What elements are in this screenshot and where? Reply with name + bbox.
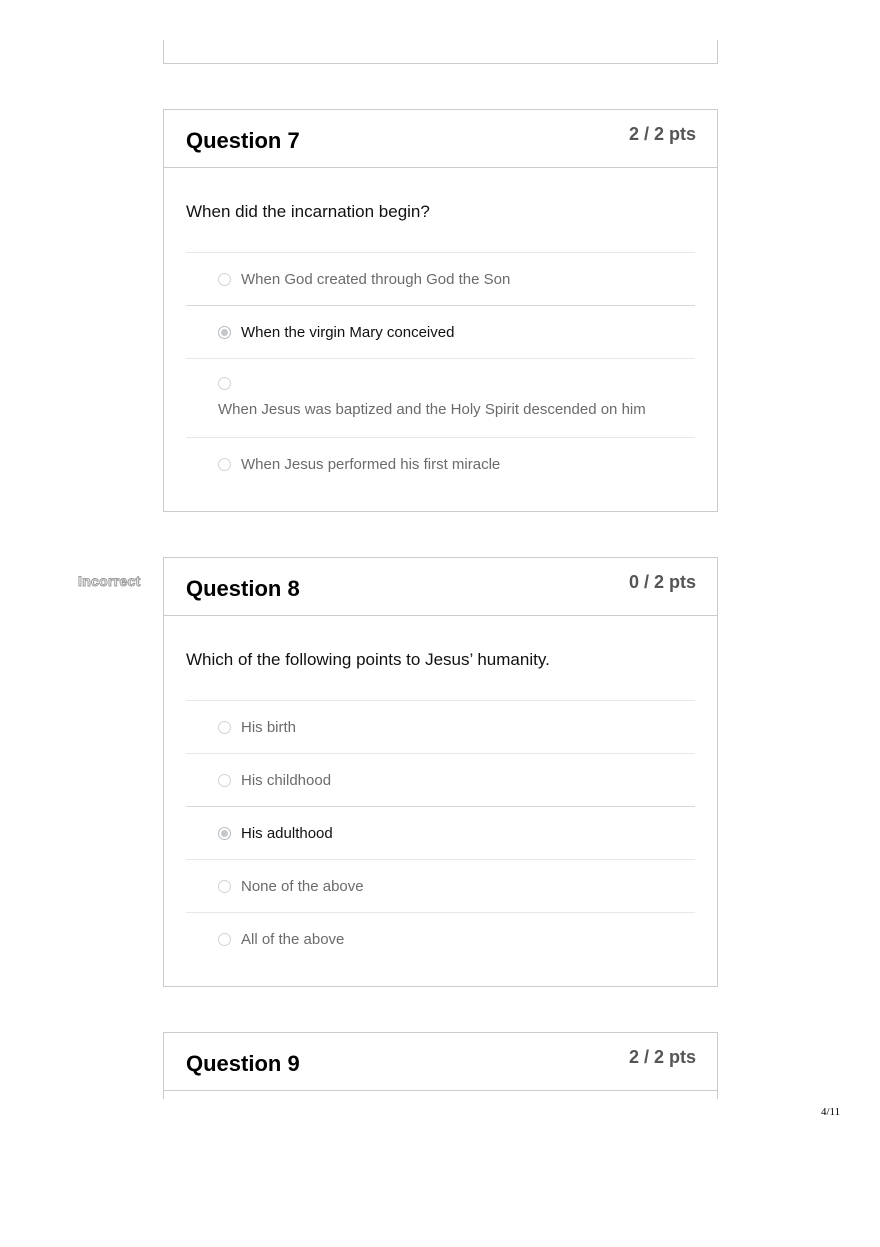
radio-button-icon[interactable] — [218, 377, 231, 390]
question-7-card — [163, 109, 718, 512]
question-8-header — [164, 558, 717, 616]
answer-option-selected[interactable] — [186, 806, 695, 859]
question-7-header — [164, 110, 717, 168]
question-7-text: When did the incarnation begin? — [186, 202, 430, 221]
answer-option[interactable] — [186, 859, 695, 912]
question-9-points: 2 / 2 pts — [628, 1047, 696, 1067]
answer-option[interactable] — [186, 437, 695, 490]
page-number: 4/11 — [821, 1106, 841, 1118]
question-8-title: Question 8 — [186, 576, 300, 601]
answer-option[interactable] — [186, 252, 695, 305]
answer-label: His childhood — [241, 771, 332, 789]
answer-label: His adulthood — [241, 824, 333, 842]
radio-button-icon[interactable] — [218, 273, 231, 286]
answer-label: When Jesus performed his first miracle — [241, 455, 501, 473]
question-8-answers — [186, 700, 695, 965]
question-9-header — [164, 1033, 717, 1091]
answer-option[interactable] — [186, 358, 695, 437]
answer-option-selected[interactable] — [186, 305, 695, 358]
answer-label: All of the above — [241, 930, 345, 948]
question-7-answers — [186, 252, 695, 490]
radio-button-icon[interactable] — [218, 933, 231, 946]
radio-button-icon[interactable] — [218, 880, 231, 893]
answer-option[interactable] — [186, 753, 695, 806]
incorrect-status-label: Incorrect — [78, 573, 141, 589]
question-9-card — [163, 1032, 718, 1099]
answer-label: None of the above — [241, 877, 364, 895]
question-7-points: 2 / 2 pts — [628, 124, 696, 144]
answer-label: When God created through God the Son — [241, 270, 511, 288]
question-8-points: 0 / 2 pts — [628, 572, 696, 592]
question-9-title: Question 9 — [186, 1051, 300, 1076]
radio-button-selected-icon[interactable] — [218, 326, 231, 339]
radio-button-icon[interactable] — [218, 721, 231, 734]
answer-option[interactable] — [186, 912, 695, 965]
radio-button-icon[interactable] — [218, 774, 231, 787]
answer-label: When Jesus was baptized and the Holy Spirit descended on him — [218, 401, 646, 418]
question-8-card — [163, 557, 718, 987]
previous-question-card-end — [163, 40, 718, 64]
answer-label: When the virgin Mary conceived — [241, 323, 455, 341]
radio-button-selected-icon[interactable] — [218, 827, 231, 840]
question-8-text: Which of the following points to Jesus’ humanity. — [186, 650, 550, 669]
radio-button-icon[interactable] — [218, 458, 231, 471]
answer-option[interactable] — [186, 700, 695, 753]
answer-label: His birth — [241, 718, 297, 736]
question-7-title: Question 7 — [186, 128, 300, 153]
